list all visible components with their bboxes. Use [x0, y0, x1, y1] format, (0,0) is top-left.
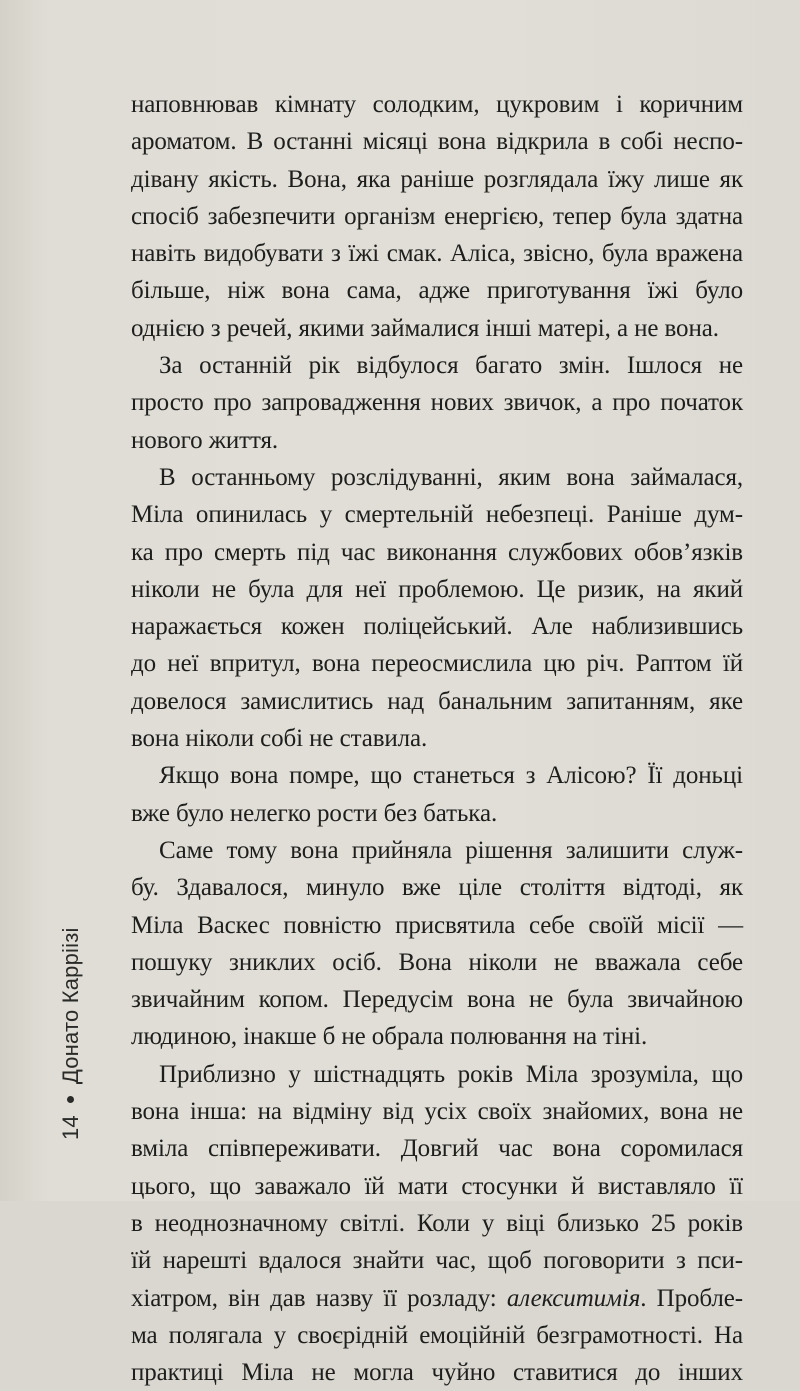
text-line: в неоднозначному світлі. Коли у віці близько 25 років [131, 1209, 743, 1237]
page-number: 14 [58, 1115, 83, 1140]
text-line [131, 1280, 743, 1317]
text-line: наражається кожен поліцейський. Але наблизившись [131, 613, 743, 641]
text-segment: . Пробле- [640, 1284, 743, 1312]
text-line: бу. Здавалося, минуло вже ціле століття відтоді, як [131, 874, 743, 902]
text-line: ка про смерть під час виконання службових обов’язків [131, 538, 743, 566]
text-line: дівану якість. Вона, яка раніше розглядала їжу лише як [131, 165, 743, 193]
text-line: вона інша: на відміну від усіх своїх знайомих, вона не [131, 1098, 743, 1126]
body-text [131, 86, 743, 1391]
text-line: вміла співпереживати. Довгий час вона соромилася [131, 1135, 743, 1163]
text-line: ма полягала у своєрідній емоційній безграмотності. На [131, 1321, 743, 1349]
text-line: Приблизно у шістнадцять років Міла зрозуміла, що [159, 1060, 743, 1088]
text-line: однією з речей, якими займалися інші матері, а не вона. [131, 314, 719, 342]
text-line: В останньому розслідуванні, яким вона займалася, [159, 463, 743, 491]
text-line: їй нарешті вдалося знайти час, щоб поговорити з пси- [131, 1247, 743, 1275]
text-line: ароматом. В останні місяці вона відкрила в собі неспо- [131, 128, 743, 156]
text-line: вже було нелегко рости без батька. [131, 799, 498, 827]
italic-term: алекситимія [506, 1284, 641, 1312]
running-folio [58, 927, 84, 1140]
text-line: ніколи не була для неї проблемою. Це ризик, на який [131, 575, 743, 603]
text-line: Саме тому вона прийняла рішення залишити служ- [159, 836, 743, 864]
text-line: наповнював кімнату солодким, цукровим і коричним [131, 91, 743, 118]
text-line: нового життя. [131, 426, 279, 454]
text-line: Якщо вона помре, що станеться з Алісою? Її доньці [159, 762, 743, 790]
author-name: Донато Карріізі [58, 927, 83, 1085]
text-line: Міла Васкес повністю присвятила себе своїй місії — [131, 911, 743, 939]
text-line: цього, що заважало їй мати стосунки й виставляло її [131, 1172, 743, 1200]
text-line: довелося замислитись над банальним запитанням, яке [131, 687, 743, 715]
text-line: більше, ніж вона сама, адже приготування їжі було [131, 277, 743, 305]
text-line: просто про запровадження нових звичок, а про початок [131, 389, 743, 417]
text-line: За останній рік відбулося багато змін. Ішлося не [159, 352, 743, 380]
text-line: людиною, інакше б не обрала полювання на тіні. [131, 1023, 648, 1051]
text-line: вона ніколи собі не ставила. [131, 725, 428, 753]
text-line: Міла опинилась у смертельній небезпеці. Раніше дум- [131, 501, 743, 529]
text-segment: хіатром, він дав назву її розладу: [131, 1284, 507, 1312]
text-line: пошуку зниклих осіб. Вона ніколи не вважала себе [131, 948, 743, 976]
text-line: до неї впритул, вона переосмислила цю річ. Раптом їй [131, 650, 743, 678]
text-line: звичайним копом. Передусім вона не була звичайною [131, 986, 743, 1014]
folio-bullet-icon [67, 1096, 74, 1103]
text-line: практиці Міла не могла чуйно ставитися до інших [131, 1359, 743, 1387]
text-line: навіть видобувати з їжі смак. Аліса, звісно, була вражена [131, 240, 743, 268]
text-line: спосіб забезпечити організм енергією, тепер була здатна [131, 202, 743, 230]
